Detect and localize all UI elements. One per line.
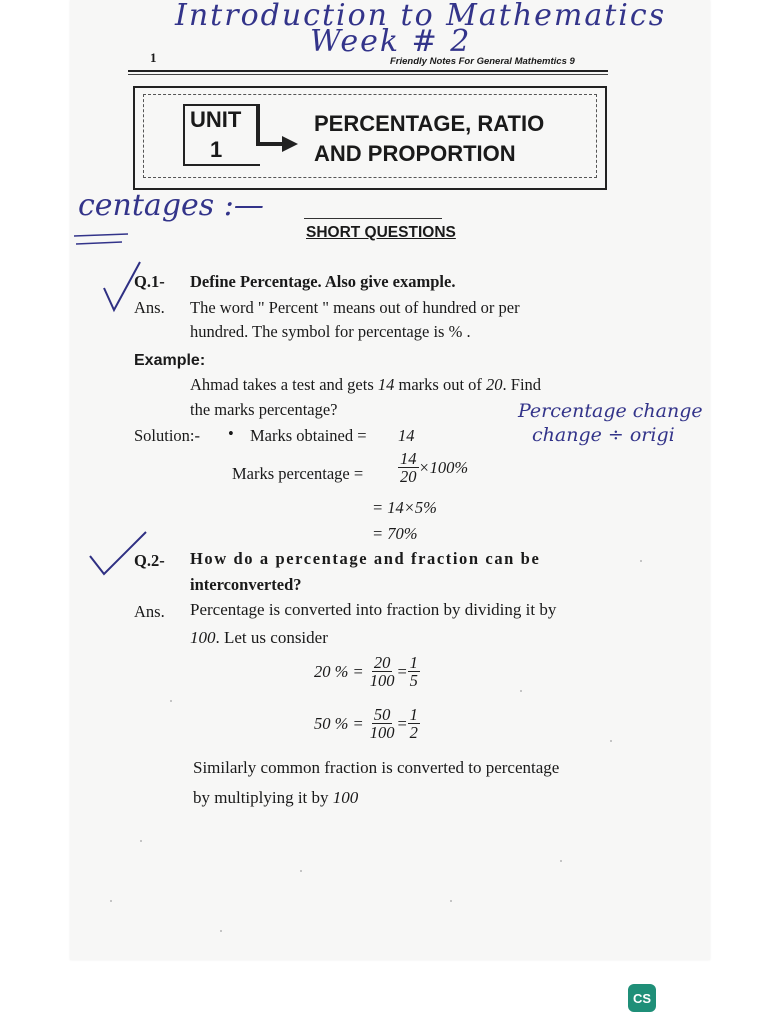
q2-answer-line1: Percentage is converted into fraction by dividing it by [190,600,557,619]
unit-title-line1: PERCENTAGE, RATIO [314,111,545,136]
solution-step3: = 70% [372,524,418,543]
q2-question-line1: How do a percentage and fraction can be [190,549,541,568]
marks-obtained-value: 14 [398,426,415,445]
margin-underline [72,232,132,248]
similarly-line1: Similarly common fraction is converted to percentage [193,758,560,777]
solution-bullet: • [228,424,234,443]
handwritten-week: Week # 2 [310,24,472,59]
unit-number: 1 [210,137,223,162]
example-label: Example: [134,352,206,369]
q2-label: Q.2- [134,551,165,570]
q1-ans-label: Ans. [134,298,165,317]
margin-note-change-over: change ÷ origi [532,424,675,446]
q1-answer-line2: hundred. The symbol for percentage is % . [190,322,471,341]
equation-20-percent: 20 % = $\frac{20}{100}$ = $\frac{1}{5}$ [314,653,418,691]
unit-title-line2: AND PROPORTION [314,141,516,166]
similarly-line2: by multiplying it by 100 [193,788,359,807]
example-line1: Ahmad takes a test and gets 14 marks out of 20. Find [190,375,542,394]
solution-step2: = 14×5% [372,498,437,517]
q2-answer-line2: 100. Let us consider [190,628,328,647]
header-rule-thin [128,74,608,75]
marks-percentage-fraction: $\frac{14}{20}$ ×100% [400,449,469,487]
header-rule [128,70,608,72]
solution-label: Solution:- [134,426,201,445]
q1-label: Q.1- [134,272,165,291]
marks-percentage-label: Marks percentage = [232,464,364,483]
margin-note-percentage-change: Percentage change [518,400,703,422]
unit-label: UNIT [190,107,242,132]
section-heading: SHORT QUESTIONS [306,224,456,241]
book-title: Friendly Notes For General Mathemtics 9 [390,56,575,67]
page-number: 1 [150,50,157,65]
example-line2: the marks percentage? [190,400,338,419]
q2-question-line2: interconverted? [190,575,302,594]
q1-question: Define Percentage. Also give example. [190,272,456,291]
camscanner-logo: CS [628,984,656,1012]
margin-note-centages: centages :— [78,188,264,223]
handwritten-title: Introduction to Mathematics [175,0,667,33]
equation-50-percent: 50 % = $\frac{50}{100}$ = $\frac{1}{2}$ [314,705,418,743]
unit-arrow-icon [240,104,302,164]
q1-answer-line1: The word " Percent " means out of hundred or per [190,298,520,317]
q2-ans-label: Ans. [134,602,165,621]
marks-obtained-label: Marks obtained = [250,426,367,445]
heading-rule [304,218,442,219]
